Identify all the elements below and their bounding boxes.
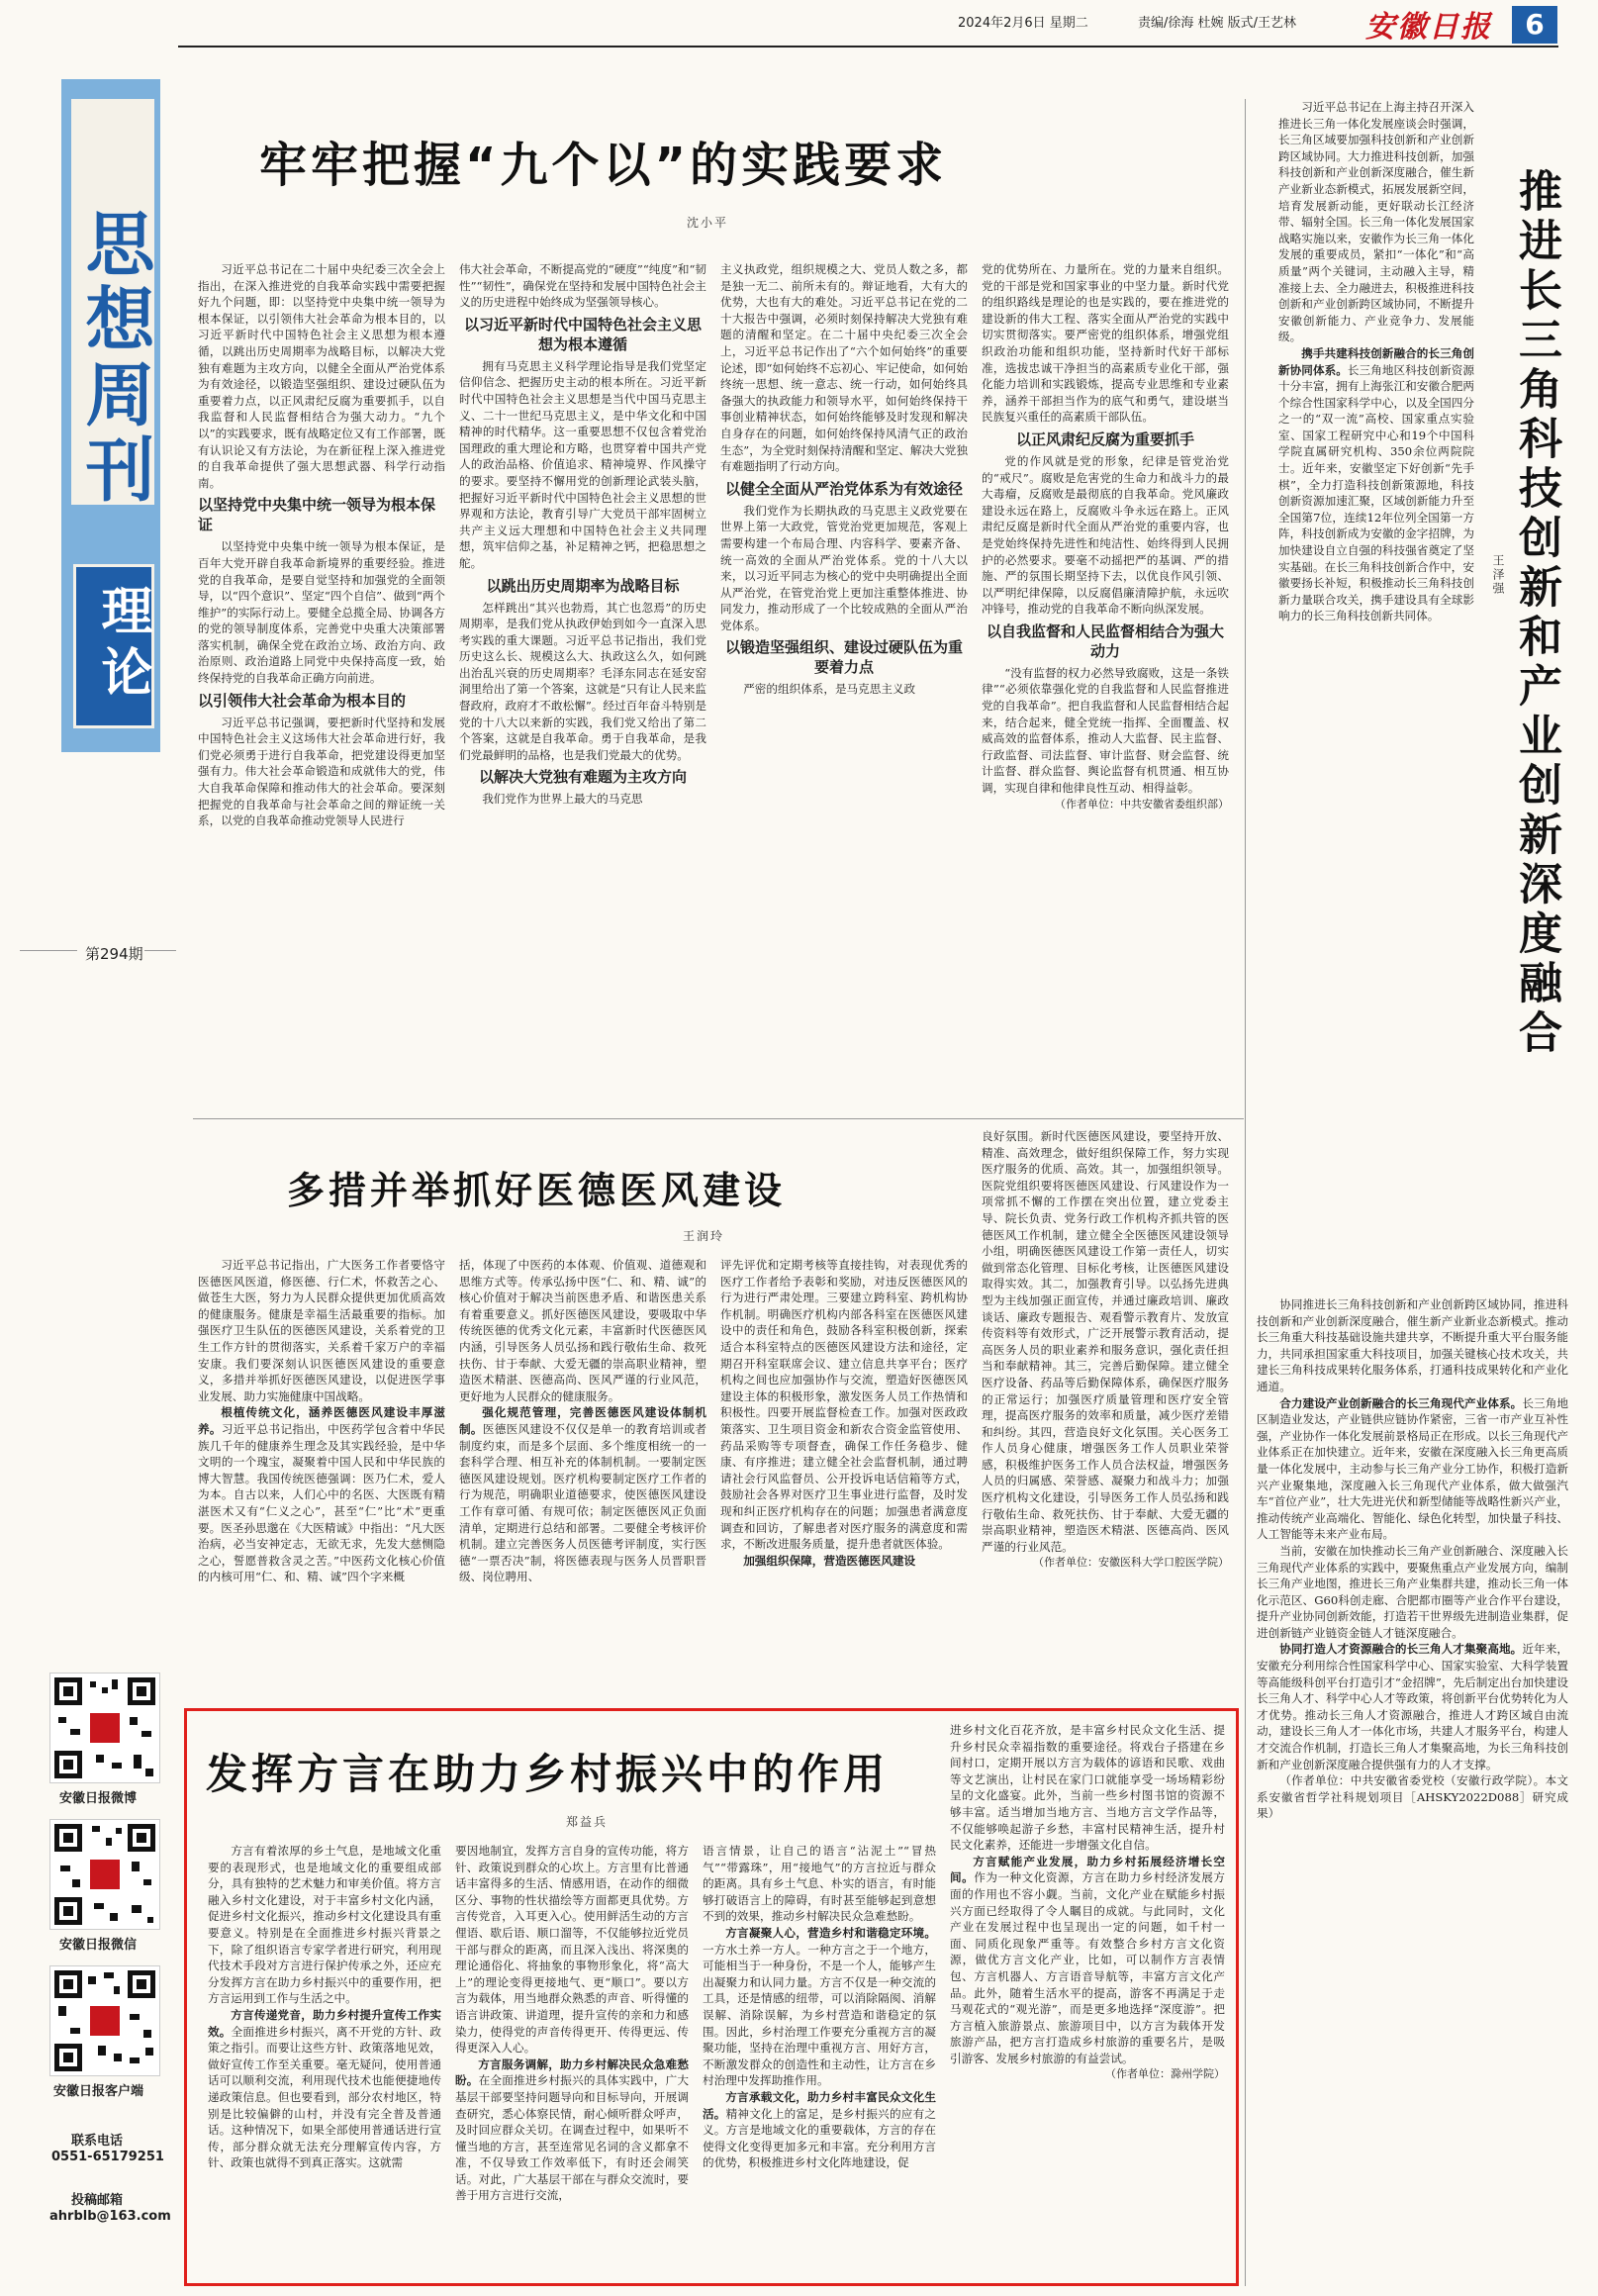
article1-subhead: 以锻造坚强组织、建设过硬队伍为重要着力点 bbox=[724, 638, 963, 677]
article1-paragraph: 怎样跳出“其兴也勃焉，其亡也忽焉”的历史周期率，是我们党从执政伊始到如今一直深入思考实践的重大课题。习近平总书记指出，我们党历史这么长、规模这么大、执政这么久，如何跳出治乱兴衰的历史周期率？毛泽东同志在延安窑洞里给出了第一个答案，这就是“只有让人民来监督政府，政府才不敢松懈”。经过百年奋斗特别是党的十八大以来新的实践，我们党又给出了第二个答案，这就是自我革命。勇于自我革命，是我们党最鲜明的品格，也是我们党最大的优势。 bbox=[459, 600, 706, 762]
article4-paragraph-lead bbox=[703, 2089, 936, 2171]
article4-column-1 bbox=[208, 1843, 441, 2278]
article4-paragraph-lead bbox=[455, 2057, 689, 2204]
article1-paragraph: 党的优势所在、力量所在。党的力量来自组织。党的干部是党和国家事业的中坚力量。新时代党的组织路线是理论的也是实践的，要在推进党的建设新的伟大工程、落实全面从严治党的实践中切实贯彻落实。要严密党的组织体系，增强党组织政治功能和组织功能，坚持新时代好干部标准，选拔忠诚干净担当的高素质专业化干部，强化能力培训和实践锻炼，提高专业思维和专业素养，涵养干部担当作为的底气和勇气，建设堪当民族复兴重任的高素质干部队伍。 bbox=[982, 262, 1229, 425]
article4-column-3 bbox=[703, 1843, 936, 2278]
qr-pattern-icon bbox=[50, 1966, 159, 2075]
article3-subhead-text: 加强组织保障，营造医德医风建设 bbox=[743, 1553, 916, 1568]
app-qr-label: 安徽日报客户端 bbox=[53, 2084, 144, 2099]
article3-paragraph-lead bbox=[459, 1404, 706, 1585]
article2-paragraph: 近年来，安徽充分利用综合性国家科学中心、国家实验室、大科学装置等高能级科创平台打造引才“金招牌”，先后制定出台加快建设长三角人才、科学中心人才等政策，将创新平台优势转化为人才优势。推动长三角人才资源融合，推进人才跨区域自由流动，建设长三角人才一体化市场，共建人才服务平台，构建人才交流合作机制，打造长三角人才集聚高地，为长三角科技创新和产业创新深度融合提供强有力的人才支撑。 bbox=[1257, 1642, 1568, 1771]
article1-author-note: （作者单位：中共安徽省委组织部） bbox=[1055, 797, 1229, 811]
article3-paragraph: 括，体现了中医药的本体观、价值观、道德观和思维方式等。传承弘扬中医“仁、和、精、诚”的核心价值对于解决当前医患矛盾、和谐医患关系有着重要意义。抓好医德医风建设，要吸取中华传统医德的优秀文化元素，丰富新时代医德医风内涵，引导医务人员弘扬和践行敬佑生命、救死扶伤、甘于奉献、大爱无疆的崇高职业精神，塑造医术精湛、医德高尚、医风严谨的行业风范，更好地为人民群众的健康服务。 bbox=[459, 1258, 706, 1403]
article1-subhead: 以正风肃纪反腐为重要抓手 bbox=[1015, 430, 1194, 448]
article4-column-2 bbox=[455, 1843, 689, 2278]
article3-column-3 bbox=[720, 1257, 968, 1688]
article1-column-4 bbox=[982, 261, 1229, 1164]
article1-paragraph: 党的作风就是党的形象，纪律是管党治党的“戒尺”。腐败是危害党的生命力和战斗力的最大毒瘤，反腐败是最彻底的自我革命。党风廉政建设永远在路上，反腐败斗争永远在路上。正风肃纪反腐是新时代全面从严治党的重要内容，也是党始终保持先进性和纯洁性、始终得到人民拥护的必然要求。要毫不动摇把严的基调、严的措施、严的氛围长期坚持下去，以优良作风引领、以严明纪律保障，以反腐倡廉清障护航，永远吹冲锋号，推动党的自我革命不断向纵深发展。 bbox=[982, 453, 1229, 617]
article2-paragraph-lead bbox=[1257, 1395, 1568, 1543]
article4-column-4 bbox=[950, 1722, 1225, 2278]
article3-paragraph: 良好氛围。新时代医德医风建设，要坚持开放、精准、高效理念，做好组织保障工作，努力实现医疗服务的优质、高效。其一，加强组织领导。医院党组织要将医德医风建设、行风建设作为一项常抓不懈的工作摆在突出位置，建立党委主导、院长负责、党务行政工作机构齐抓共管的医德医风工作机制，建立健全全医德医风建设领导小组，明确医德医风建设工作第一责任人，切实做到常态化管理、目标化考核，让医德医风建设取得实效。其二，加强教育引导。以弘扬先进典型为主线加强正面宣传，并通过廉政培训、廉政谈话、廉政专题报告、观看警示教育片、发放宣传资料等有效形式，广泛开展警示教育活动，提高医务人员的职业素养和服务意识，强化责任担当和奉献精神。其三，完善后勤保障。建立健全医疗设备、药品等后勤保障体系，确保医疗服务的正常运行；加强医疗质量管理和医疗安全管理，提高医疗服务的效率和质量，减少医疗差错和纠纷。其四，营造良好文化氛围。关心医务工作人员身心健康，增强医务工作人员职业荣誉感，积极维护医务工作人员合法权益，增强医务人员的归属感、荣誉感、凝聚力和战斗力；加强医疗机构文化建设，引导医务工作人员弘扬和践行敬佑生命、救死扶伤、甘于奉献、大爱无疆的崇高职业精神，塑造医术精湛、医德高尚、医风严谨的行业风范。 bbox=[982, 1129, 1229, 1554]
contact-title: 联系电话 bbox=[71, 2134, 124, 2149]
article4-subhead: 方言承载文化，助力乡村丰富民众文化生活。 bbox=[703, 2089, 936, 2121]
article2-subhead: 合力建设产业创新融合的长三角现代产业体系。 bbox=[1279, 1395, 1523, 1410]
article2-divider bbox=[1245, 99, 1246, 2286]
article1-paragraph: 拥有马克思主义科学理论指导是我们党坚定信仰信念、把握历史主动的根本所在。习近平新时代中国特色社会主义思想是当代中国马克思主义、二十一世纪马克思主义，是中华文化和中国精神的时代精华。这一重要思想不仅包含着党治国理政的重大理论和方略，也贯穿着中国共产党人的政治品格、价值追求、精神境界、作风操守的要求。要坚持不懈用党的创新理论武装头脑，把握好习近平新时代中国特色社会主义思想的世界观和方法论，教育引导广大党员干部牢固树立共产主义远大理想和中国特色社会主义共同理想，筑牢信仰之基，补足精神之钙，把稳思想之舵。 bbox=[459, 358, 706, 570]
article1-title: 牢牢把握“九个以”的实践要求 bbox=[259, 138, 948, 193]
article4-title: 发挥方言在助力乡村振兴中的作用 bbox=[206, 1750, 890, 1798]
article1-paragraph: 严密的组织体系，是马克思主义政 bbox=[743, 682, 916, 697]
issue-rule-right bbox=[144, 950, 176, 951]
article2-paragraph: 习近平总书记在上海主持召开深入推进长三角一体化发展座谈会时强调，长三角区域要加强科技创新和产业创新跨区域协同。大力推进科技创新，加强科技创新和产业创新深度融合，催生新产业新业态新模式，拓展发展新空间，培育发展新动能，更好联动长江经济带、辐射全国。长三角一体化发展国家战略实施以来，安徽作为长三角一体化发展的重要成员，紧扣“一体化”和“高质量”两个关键词，主动融入主导，精准接上去、全力融进去，积极推进科技创新和产业创新跨区域协同，不断提升安徽创新能力、产业竞争力、发展能级。 bbox=[1278, 100, 1474, 344]
article2-paragraph: 当前，安徽在加快推动长三角产业创新融合、深度融入长三角现代产业体系的实践中，要聚焦重点产业发展方向，编制长三角产业地图，推进长三角产业集群共建，推动长三角一体化示范区、G60科创走廊、合肥都市圈等产业合作平台建设，提升产业协同创新效能，打造若干世界级先进制造业集群，促进创新链产业链资金链人才链深度融合。 bbox=[1257, 1543, 1568, 1640]
article1-bottom-rule bbox=[193, 1118, 1244, 1119]
article2-paragraph-lead bbox=[1278, 345, 1474, 624]
section-title: 思想周刊 bbox=[74, 208, 155, 509]
article3-subhead: 强化规范管理，完善医德医风建设体制机制。 bbox=[459, 1405, 706, 1436]
mail-title: 投稿邮箱 bbox=[71, 2193, 124, 2208]
article1-paragraph: 我们党作为长期执政的马克思主义政党要在世界上第一大政党，管党治党更加规范，客观上需要构建一个布局合理、内容科学、要素齐备、统一高效的全面从严治党体系。党的十八大以来，以习近平同志为核心的党中央明确提出全面从严治党，在管党治党上更加注重整体推进、协同发力，推动形成了一个比较成熟的全面从严治党体系。 bbox=[720, 503, 968, 632]
article1-paragraph: “没有监督的权力必然导致腐败，这是一条铁律”“必须依靠强化党的自我监督和人民监督推进党的自我革命”。把自我监督和人民监督相结合起来，结合起来，健全党统一指挥、全面覆盖、权威高效的监督体系，推动人大监督、民主监督、行政监督、司法监督、审计监督、财会监督、统计监督、群众监督、舆论监督有机贯通、相互协调，实现自律和他律良性互动、相得益彰。 bbox=[982, 665, 1229, 796]
article2-subhead: 携手共建科技创新融合的长三角创新协同体系。 bbox=[1278, 345, 1474, 377]
article2-paragraph-lead bbox=[1257, 1641, 1568, 1772]
article3-paragraph: 医德医风建设不仅仅是单一的教育培训或者制度约束，而是多个层面、多个维度相统一的一套科学合理、相互补充的体制机制。一要制定医德医风建设规划。医疗机构要制定医疗工作者的行为规范，明确职业道德要求，使医德医风建设工作有章可循、有规可依；制定医德医风正负面清单，定期进行总结和部署。二要健全考核评价机制。建立完善医务人员医德考评制度，实行医德“一票否决”制，将医德表现与医务人员晋职晋级、岗位聘用、 bbox=[459, 1421, 706, 1584]
article1-paragraph: 习近平总书记强调，要把新时代坚持和发展中国特色社会主义这场伟大社会革命进行好，我们党必须勇于进行自我革命，把党建设得更加坚强有力。伟大社会革命锻造和成就伟大的党，伟大自我革命保障和推动伟大的社会革命。要深刻把握党的自我革命与社会革命之间的辩证统一关系，以党的自我革命推动党领导人民进行 bbox=[198, 715, 445, 828]
article3-column-2 bbox=[459, 1257, 706, 1688]
article4-paragraph-lead bbox=[950, 1854, 1225, 2067]
article1-column-3 bbox=[720, 261, 968, 1164]
article4-author-note: （作者单位：滁州学院） bbox=[1105, 2067, 1225, 2081]
article2-column-top bbox=[1278, 99, 1474, 1287]
qr-pattern-icon bbox=[50, 1820, 159, 1929]
article2-paragraph: 长三角地区制造业发达，产业链供应链协作紧密，三省一市产业互补性强，产业协作一体化发展前景格局正在形成。以长三角现代产业体系正在加快建立。近年来，安徽在深度融入长三角更高质量一体化发展中，主动参与长三角产业分工协作，积极打造新兴产业聚集地，深度融入长三角现代产业体系，做大做强汽车“首位产业”，壮大先进光伏和新型储能等战略性新兴产业，推动传统产业高端化、智能化、绿色化转型，加快量子科技、人工智能等未来产业布局。 bbox=[1257, 1395, 1568, 1542]
article1-paragraph: 以坚持党中央集中统一领导为根本保证，是百年大党开辟自我革命新境界的重要经验。推进党的自我革命，是要自觉坚持和加强党的全面领导，以“四个意识”、坚定“四个自信”、做到“两个维护”的实际行动上。要健全总揽全局、协调各方的党的领导制度体系，完善党中央重大决策部署落实机制，确保全党在政治立场、政治方向、政治原则、政治道路上同党中央保持高度一致，始终保持党的自我革命正确方向前进。 bbox=[198, 539, 445, 686]
article4-paragraph: 进乡村文化百花齐放，是丰富乡村民众文化生活、提升乡村民众幸福指数的重要途径。将戏台子搭建在乡间村口，定期开展以方言为载体的谚语和民歌、戏曲等文艺演出，让村民在家门口就能享受一场场精彩纷呈的文化盛宴。此外，当前一些乡村图书馆的资源不够丰富。适当增加当地方言、当地方言文学作品等，不仅能够唤起游子乡愁，丰富村民精神生活，提升村民文化素养，还能进一步增强文化自信。 bbox=[950, 1723, 1225, 1853]
article1-subhead: 以解决大党独有难题为主攻方向 bbox=[478, 768, 687, 787]
article1-column-1 bbox=[198, 261, 445, 1164]
app-qr-code[interactable] bbox=[49, 1965, 160, 2076]
masthead-rule bbox=[178, 46, 1558, 48]
weibo-qr-label: 安徽日报微博 bbox=[59, 1791, 138, 1806]
article3-paragraph: 习近平总书记指出，中医药学包含着中华民族几千年的健康养生理念及其实践经验，是中华文明的一个瑰宝，凝聚着中国人民和中华民族的博大智慧。我国传统医德强调：医乃仁术，爱人为本。自古以来，人们心中的名医、大医既有精湛医术又有“仁义之心”，甚至“仁”比“术”更重要。医圣孙思邈在《大医精诚》中指出：“凡大医治病，必当安神定志，无欲无求，先发大慈恻隐之心，誓愿普救含灵之苦。”中医药文化核心价值的内核可用“仁、和、精、诚”四个字来概 bbox=[198, 1421, 445, 1584]
wechat-qr-code[interactable] bbox=[49, 1819, 160, 1930]
article1-paragraph: 伟大社会革命，不断提高党的“硬度”“纯度”和“韧性”“韧性”，确保党在坚持和发展中国特色社会主义的历史进程中始终成为坚强领导核心。 bbox=[459, 262, 706, 310]
article1-subhead: 以引领伟大社会革命为根本目的 bbox=[198, 691, 407, 710]
issue-number: 第294期 bbox=[85, 945, 143, 963]
article2-subhead: 协同打造人才资源融合的长三角人才集聚高地。 bbox=[1279, 1642, 1523, 1657]
column-tag: 理论 bbox=[92, 584, 151, 707]
article1-author: 沈小平 bbox=[687, 216, 729, 230]
article1-paragraph: 主义执政党，组织规模之大、党员人数之多，都是独一无二、前所未有的。辩证地看，大有大的优势，大也有大的难处。习近平总书记在党的二十大报告中强调，必须时刻保持解决大党独有难题的清醒和坚定。在二十届中央纪委三次全会上，习近平总书记作出了“六个如何始终”的重要论述，即“如何始终不忘初心、牢记使命，如何始终统一思想、统一意志、统一行动，如何始终具备强大的执政能力和领导水平，如何始终保持干事创业精神状态，如何始终能够及时发现和解决自身存在的问题，如何始终保持风清气正的政治生态”，为全党时刻保持清醒和坚定、解决大党独有难题指明了行动方向。 bbox=[720, 262, 968, 474]
masthead-editors: 责编/徐海 杜婉 版式/王艺林 bbox=[1138, 16, 1297, 31]
article3-paragraph-lead bbox=[198, 1404, 445, 1585]
paper-logo: 安徽日报 bbox=[1365, 10, 1492, 45]
article4-paragraph-lead bbox=[208, 2007, 441, 2171]
qr-pattern-icon bbox=[50, 1674, 159, 1782]
article1-paragraph: 习近平总书记在二十届中央纪委三次全会上指出，在深入推进党的自我革命实践中需要把握好九个问题，即：以坚持党中央集中统一领导为根本保证，以引领伟大社会革命为根本目的，以习近平新时代中国特色社会主义思想为根本遵循，以跳出历史周期率为战略目标，以解决大党独有难题为主攻方向，以健全全面从严治党体系为有效途径，以锻造坚强组织、建设过硬队伍为重要着力点，以正风肃纪反腐为重要抓手，以自我监督和人民监督相结合为强大动力。“九个以”的实践要求，既有战略定位又有工作部署，既有认识论又有方法论，为在新征程上深入推进党的自我革命提供了强大思想武器、科学行动指南。 bbox=[198, 262, 445, 490]
article4-paragraph: 全面推进乡村振兴，离不开党的方针、政策之指引。而要让这些方针、政策落地见效，做好宣传工作至关重要。毫无疑问，使用普通话可以顺利交流，利用现代技术也能便捷地传递政策信息。但也要看到，部分农村地区，特别是比较偏僻的山村，并没有完全普及普通话。这种情况下，如果全部使用普通话进行宣传，部分群众就无法充分理解宣传内容，方针、政策也就得不到真正落实。这就需 bbox=[208, 2024, 441, 2170]
article4-subhead: 方言赋能产业发展，助力乡村拓展经济增长空间。 bbox=[950, 1854, 1225, 1885]
mail-address[interactable]: ahrblb@163.com bbox=[49, 2209, 171, 2224]
article4-author: 郑益兵 bbox=[566, 1815, 609, 1829]
article3-subhead bbox=[720, 1553, 968, 1570]
issue-rule-left bbox=[20, 950, 77, 951]
article2-paragraph: 长三角地区科技创新资源十分丰富，拥有上海张江和安徽合肥两个综合性国家科学中心，以及全国四分之一的“双一流”高校、国家重点实验室、国家工程研究中心和19个中国科学院直属研究机构、350余位两院院士。近年来，安徽坚定下好创新“先手棋”，全力打造科技创新策源地，科技创新资源加速汇聚，区域创新能力升至全国第7位，连续12年位列全国第一方阵，科技创新成为安徽的金字招牌，为加快建设自立自强的科技强省奠定了坚实基础。在长三角科技创新合作中，安徽要扬长补短，积极推动长三角科技创新力量联合攻关，携手建设具有全球影响力的长三角科技创新共同体。 bbox=[1278, 362, 1474, 623]
article1-subhead: 以习近平新时代中国特色社会主义思想为根本遵循 bbox=[463, 315, 702, 353]
article2-author: 王泽强 bbox=[1491, 554, 1505, 596]
page-number: 6 bbox=[1525, 8, 1545, 41]
article2-author-note: （作者单位：中共安徽省委党校（安徽行政学院）。本文系安徽省哲学社科规划项目［AHSKY2022D088］研究成果） bbox=[1257, 1773, 1568, 1821]
article1-subhead: 以跳出历史周期率为战略目标 bbox=[486, 576, 680, 595]
article3-author: 王润玲 bbox=[683, 1229, 725, 1243]
article4-paragraph: 方言有着浓厚的乡土气息，是地域文化重要的表现形式，也是地域文化的重要组成部分，具有独特的艺术魅力和审美价值。将方言融入乡村文化建设，对于丰富乡村文化内涵，促进乡村文化振兴，推动乡村文化建设具有重要意义。特别是在全面推进乡村振兴背景之下，除了组织语言专家学者进行研究，利用现代技术手段对方言进行保护传承之外，还应充分发挥方言在助力乡村振兴中的重要作用，把方言运用到工作与生活之中。 bbox=[208, 1844, 441, 2006]
article4-subhead: 方言传递党音，助力乡村提升宣传工作实效。 bbox=[208, 2007, 441, 2039]
article4-paragraph: 一方水土养一方人。一种方言之于一个地方，可能相当于一种身份，不是一个人，能够产生出凝聚力和认同力量。方言不仅是一种交流的工具，还是情感的纽带，可以消除隔阂、消解误解、消除误解，为乡村营造和谐稳定的氛围。因此，乡村治理工作要充分重视方言的凝聚功能，坚持在治理中重视方言、用好方言，不断激发群众的创造性和主动性，让方言在乡村治理中发挥助推作用。 bbox=[703, 1942, 936, 2088]
article1-paragraph: 我们党作为世界上最大的马克思 bbox=[482, 792, 643, 807]
page-number-badge bbox=[1512, 6, 1557, 44]
article4-paragraph: 语言情景，让自己的语言“沾泥土”“冒热气”“带露珠”，用“接地气”的方言拉近与群众的距离。具有乡土气息、朴实的语言，有时能够打破语言上的障碍，有时甚至能够起到意想不到的效果，推动乡村解决民众急难愁盼。 bbox=[703, 1844, 936, 1924]
article3-author-note: （作者单位：安徽医科大学口腔医学院） bbox=[1033, 1556, 1229, 1570]
article1-subhead: 以健全全面从严治党体系为有效途径 bbox=[724, 479, 963, 498]
article3-subhead: 根植传统文化，涵养医德医风建设丰厚滋养。 bbox=[198, 1405, 445, 1436]
article4-subhead: 方言服务调解，助力乡村解决民众急难愁盼。 bbox=[455, 2057, 689, 2088]
article3-column-1 bbox=[198, 1257, 445, 1688]
wechat-qr-label: 安徽日报微信 bbox=[59, 1938, 138, 1953]
contact-phone: 0551-65179251 bbox=[51, 2150, 164, 2164]
article4-paragraph: 精神文化上的富足，是乡村振兴的应有之义。方言是地域文化的重要载体，方言的存在使得文化变得更加多元和丰富。充分利用方言的优势，积极推进乡村文化阵地建设，促 bbox=[703, 2106, 936, 2170]
article2-column-bottom bbox=[1257, 1296, 1568, 2286]
article3-column-4 bbox=[982, 1128, 1229, 1688]
article3-paragraph: 习近平总书记指出，广大医务工作者要恪守医德医风医道，修医德、行仁术，怀救苦之心、做苍生大医，努力为人民群众提供更加优质高效的健康服务。健康是幸福生活最重要的指标。加强医疗卫生队伍的医德医风建设，关系着党的卫生工作方针的贯彻落实，关系着千家万户的幸福安康。我们要深刻认识医德医风建设的重要意义，多措并举抓好医德医风建设，以促进医学事业发展、助力实施健康中国战略。 bbox=[198, 1258, 445, 1403]
article1-subhead: 以坚持党中央集中统一领导为根本保证 bbox=[198, 496, 436, 534]
article3-paragraph: 评先评优和定期考核等直接挂钩，对表现优秀的医疗工作者给予表彰和奖励，对违反医德医风的行为进行严肃处理。三要建立跨科室、跨机构协作机制。明确医疗机构内部各科室在医德医风建设中的责任和角色，鼓励各科室积极创新，探索适合本科室特点的医德医风建设方法和途径，定期召开科室联席会议、建立信息共享平台；医疗机构之间也应加强协作与交流，塑造好医德医风建设主体的积极形象，激发医务人员工作热情和积极性。四要开展监督检查工作。加强对医政政策落实、卫生项目资金和新农合资金监管使用、药品采购等专项督查，确保工作任务稳步、健康、有序推进；建立健全社会监督机制，通过聘请社会行风监督员、公开投诉电话信箱等方式，鼓励社会各界对医疗卫生事业进行监督，及时发现和纠正医疗机构存在的问题；加强患者满意度调查和回访，了解患者对医疗服务的满意度和需求，不断改进服务质量，提升患者就医体验。 bbox=[720, 1258, 968, 1552]
article4-paragraph: 在全面推进乡村振兴的具体实践中，广大基层干部要坚持问题导向和目标导向，开展调查研究，悉心体察民情，耐心倾听群众呼声，及时回应群众关切。在调查过程中，如果听不懂当地的方言，甚至连常见名词的含义都拿不准，不仅导致工作效率低下，有时还会闹笑话。对此，广大基层干部在与群众交流时，要善于用方言进行交流， bbox=[455, 2073, 689, 2203]
article1-column-2 bbox=[459, 261, 706, 1164]
article4-paragraph: 作为一种文化资源，方言在助力乡村经济发展方面的作用也不容小觑。当前，文化产业在赋能乡村振兴方面已经取得了令人瞩目的成就。与此同时，文化产业在发展过程中也呈现出一定的问题，如千村一面、同质化现象严重等。有效整合乡村方言文化资源，做优方言文化产业，比如，可以制作方言表情包、方言机器人、方言语音导航等，丰富方言文化产品。此外，随着生活水平的提高，游客不再满足于走马观花式的“观光游”，而是更多地选择“深度游”。把方言植入旅游景点、旅游项目中，以方言为载体开发旅游产品，把方言打造成乡村旅游的重要名片，是吸引游客、发展乡村旅游的有益尝试。 bbox=[950, 1870, 1225, 2065]
weibo-qr-code[interactable] bbox=[49, 1673, 160, 1783]
article2-title: 推进长三角科技创新和产业创新深度融合 bbox=[1511, 168, 1561, 1059]
article4-paragraph-lead bbox=[703, 1925, 936, 2089]
article3-title: 多措并举抓好医德医风建设 bbox=[287, 1169, 787, 1212]
article4-subhead: 方言凝聚人心，营造乡村和谐稳定环境。 bbox=[725, 1925, 936, 1940]
masthead-date: 2024年2月6日 星期二 bbox=[958, 16, 1088, 31]
article1-subhead: 以自我监督和人民监督相结合为强大动力 bbox=[986, 622, 1224, 660]
article2-paragraph: 协同推进长三角科技创新和产业创新跨区域协同，推进科技创新和产业创新深度融合，催生新产业新业态新模式。推动长三角重大科技基础设施共建共享，不断提升重大平台服务能力，共同承担国家重大科技项目，加强关键核心技术攻关，共建长三角科技成果转化服务体系，打通科技成果转化和产业化通道。 bbox=[1257, 1297, 1568, 1393]
article4-paragraph: 要因地制宜，发挥方言自身的宣传功能，将方针、政策说到群众的心坎上。方言里有比普通话丰富得多的生活、情感用语，在动作的细微区分、事物的性状描绘等方面都更具优势。方言传党音，入耳更入心。使用鲜活生动的方言俚语、歇后语、顺口溜等，不仅能够拉近党员干部与群众的距离，而且深入浅出、将深奥的理论通俗化、将抽象的事物形象化，将“高大上”的理论变得更接地气、更“顺口”。要以方言为载体，用当地群众熟悉的声音、听得懂的语言讲政策、讲道理，提升宣传的亲和力和感染力，使得党的声音传得更开、传得更远、传得更深入人心。 bbox=[455, 1844, 689, 2056]
